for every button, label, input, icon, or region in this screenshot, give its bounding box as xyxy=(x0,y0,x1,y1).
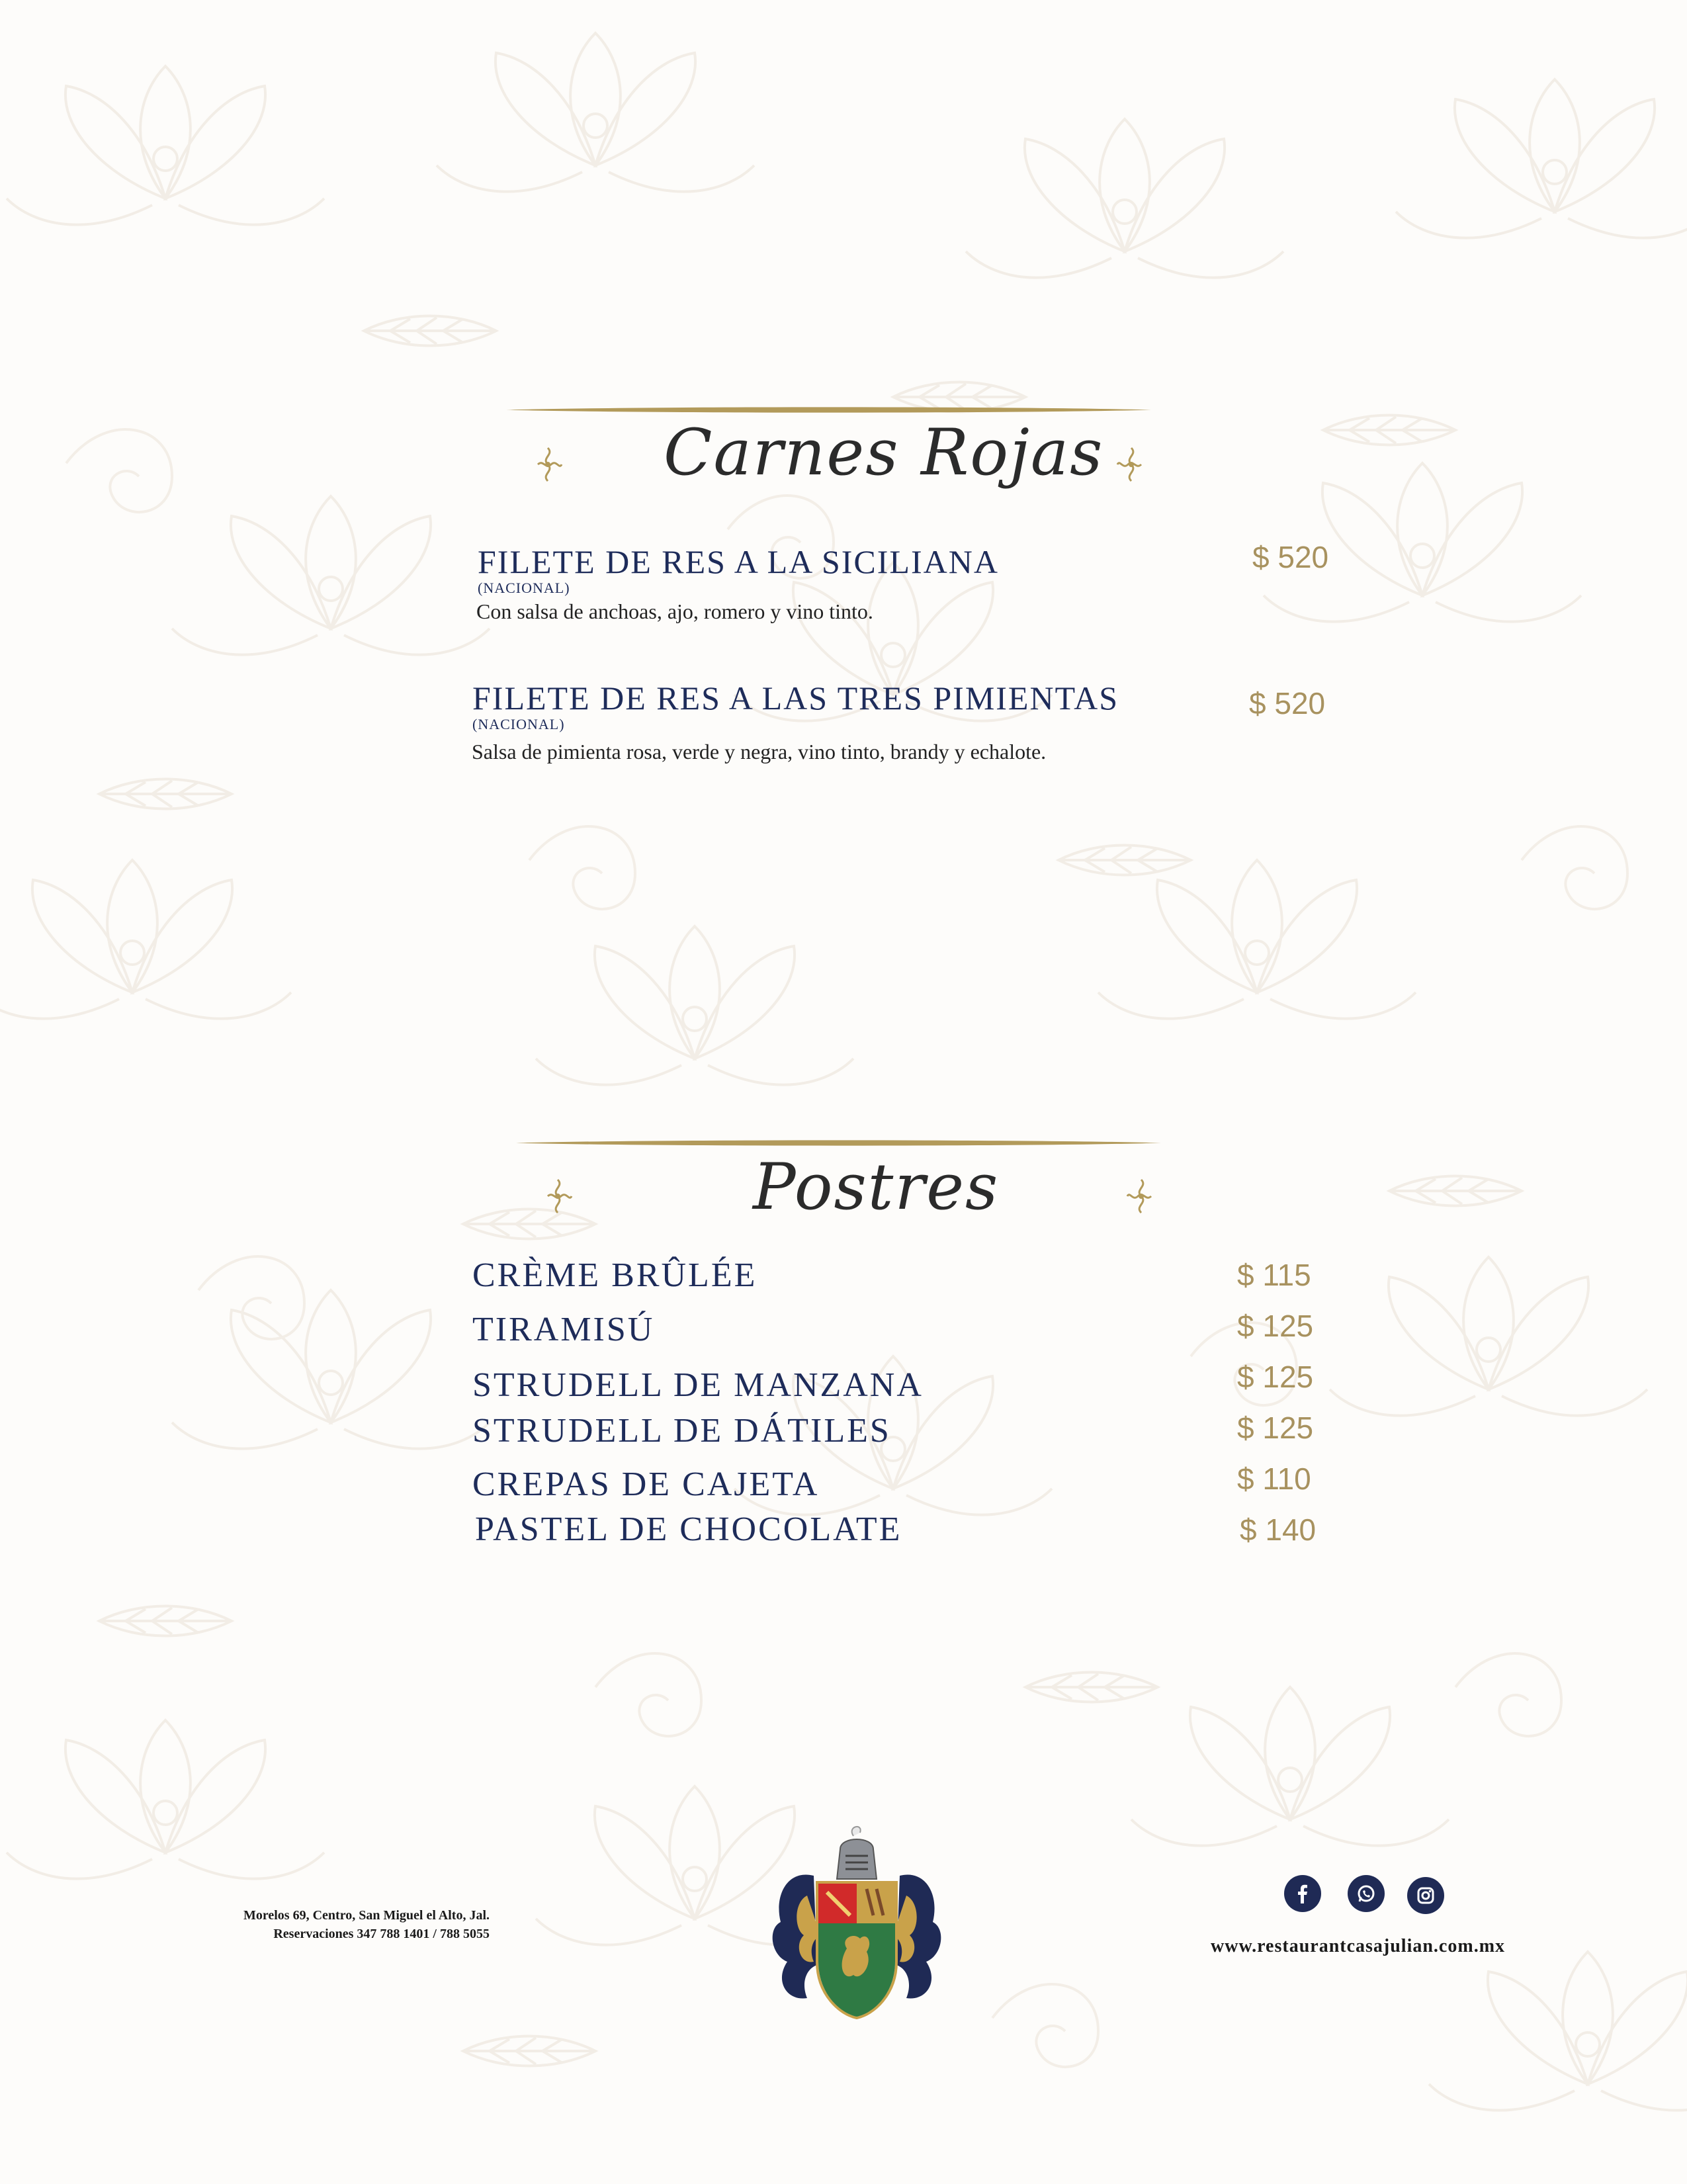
dessert-price: $ 125 xyxy=(1237,1360,1314,1394)
facebook-icon[interactable] xyxy=(1284,1875,1321,1912)
section-divider xyxy=(516,1139,1161,1147)
footer-address xyxy=(243,1906,490,1943)
address-line: Morelos 69, Centro, San Miguel el Alto, Jal. xyxy=(243,1908,490,1923)
dish-name: FILETE DE RES A LA SICILIANA xyxy=(478,543,999,580)
dish-price: $ 520 xyxy=(1249,686,1326,721)
dessert-name: PASTEL DE CHOCOLATE xyxy=(475,1510,902,1548)
ornament-right-icon xyxy=(1125,1176,1158,1216)
website-link[interactable]: www.restaurantcasajulian.com.mx xyxy=(1211,1936,1506,1956)
section-title-postres: Postres xyxy=(753,1150,1000,1224)
dish-origin: (NACIONAL) xyxy=(472,716,565,732)
dessert-name: STRUDELL DE MANZANA xyxy=(472,1366,924,1404)
dish-name: FILETE DE RES A LAS TRES PIMIENTAS xyxy=(472,679,1119,717)
coat-of-arms-logo xyxy=(767,1823,946,2028)
dessert-name: CREPAS DE CAJETA xyxy=(472,1465,820,1503)
ornament-right-icon xyxy=(1115,445,1148,484)
dish-price: $ 520 xyxy=(1252,540,1329,574)
reservations-line: Reservaciones 347 788 1401 / 788 5055 xyxy=(273,1927,490,1941)
dish-origin: (NACIONAL) xyxy=(478,580,570,596)
dessert-name: CRÈME BRÛLÉE xyxy=(472,1256,757,1294)
section-divider xyxy=(506,406,1151,414)
ornament-left-icon xyxy=(541,1176,574,1216)
dessert-name: TIRAMISÚ xyxy=(472,1311,655,1348)
dish-description: Salsa de pimienta rosa, verde y negra, vino tinto, brandy y echalote. xyxy=(472,740,1047,764)
dish-description: Con salsa de anchoas, ajo, romero y vino tinto. xyxy=(476,599,873,623)
dessert-price: $ 140 xyxy=(1240,1512,1317,1547)
whatsapp-icon[interactable] xyxy=(1348,1875,1385,1912)
ornament-left-icon xyxy=(531,445,564,484)
section-title-carnes: Carnes Rojas xyxy=(664,415,1104,490)
dessert-price: $ 125 xyxy=(1237,1309,1314,1343)
dessert-price: $ 110 xyxy=(1237,1462,1311,1496)
instagram-icon[interactable] xyxy=(1407,1877,1444,1914)
dessert-price: $ 115 xyxy=(1237,1258,1311,1292)
dessert-price: $ 125 xyxy=(1237,1411,1314,1445)
dessert-name: STRUDELL DE DÁTILES xyxy=(472,1412,891,1450)
